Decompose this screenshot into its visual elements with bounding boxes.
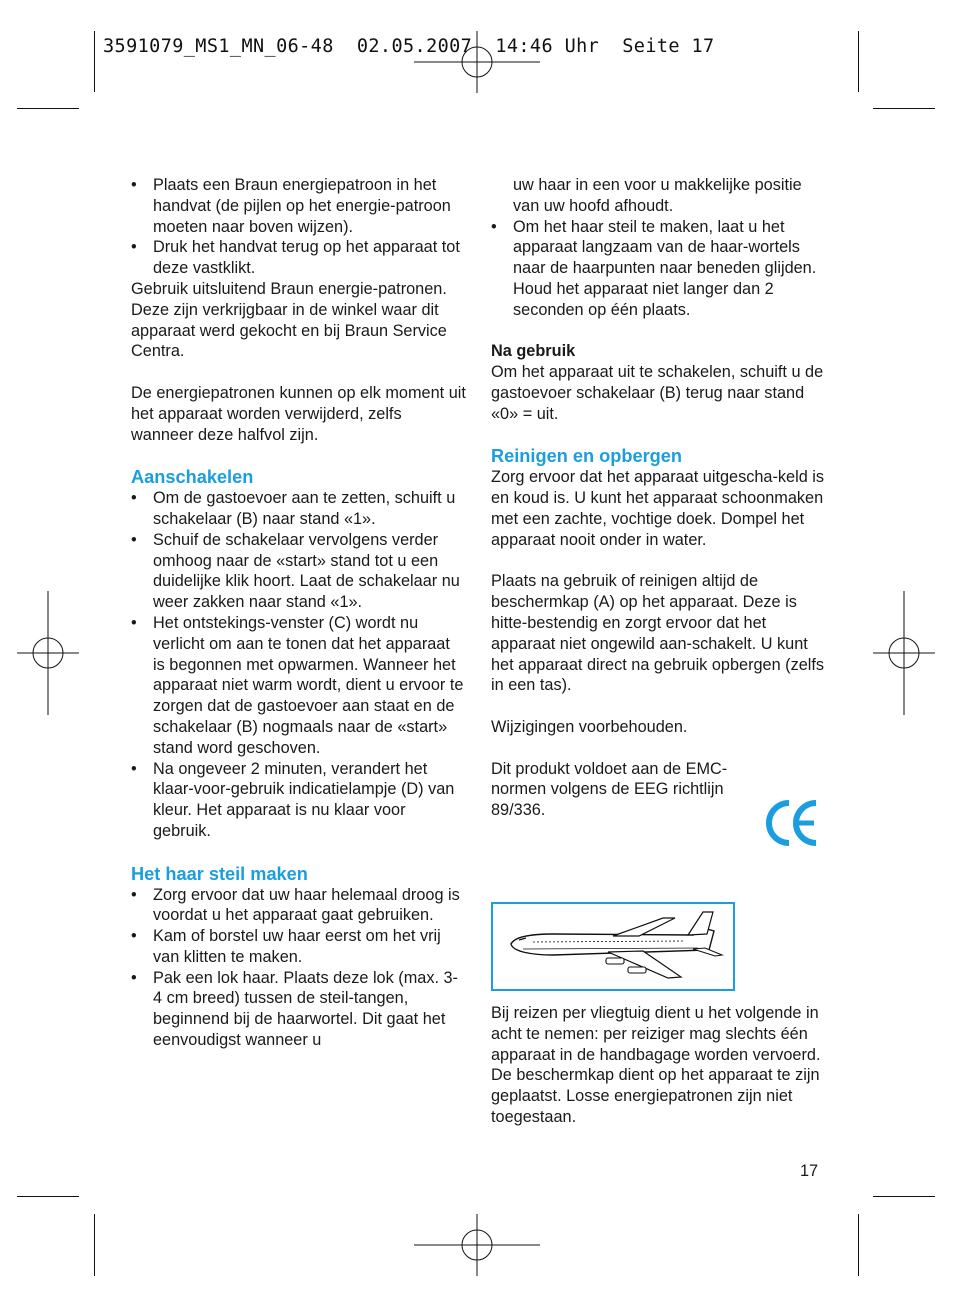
crop-mark <box>858 1214 859 1276</box>
list-item <box>131 968 466 1051</box>
section-heading: Reinigen en opbergen <box>491 446 682 467</box>
emc-statement: Dit produkt voldoet aan de EMC-normen volgens de EEG richtlijn 89/336. <box>491 759 728 820</box>
registration-mark-icon <box>414 31 540 93</box>
print-slug-header <box>103 36 715 57</box>
list-item-continued <box>491 175 825 217</box>
bullet: • <box>131 489 137 508</box>
bullet: • <box>131 968 137 987</box>
section-heading: Aanschakelen <box>131 467 254 488</box>
crop-mark <box>873 1196 935 1197</box>
bullet: • <box>131 927 137 946</box>
slug-page: Seite 17 <box>622 36 715 57</box>
list-item-text: Zorg ervoor dat uw haar helemaal droog is voordat u het apparaat gaat gebruiken. <box>153 885 460 925</box>
registration-mark-icon <box>873 591 935 715</box>
slug-date: 02.05.2007 <box>356 36 473 57</box>
registration-mark-icon <box>17 591 79 715</box>
left-column <box>131 175 466 1051</box>
list-item <box>131 613 466 759</box>
bullet: • <box>131 238 137 257</box>
bullet: • <box>131 885 137 904</box>
crop-mark <box>94 1214 95 1276</box>
list-item-text: Het ontstekings-venster (C) wordt nu verlicht om aan te tonen dat het apparaat is begonnen met opwarmen. Wanneer het apparaat niet warm wordt, dient u ervoor te zorgen dat de gastoevoer aan staat en de schakelaar (B) nogmaals naar de «start» stand word geschoven. <box>153 613 464 757</box>
list-item <box>491 217 825 321</box>
registration-mark-icon <box>414 1214 540 1276</box>
crop-mark <box>94 31 95 92</box>
ce-mark-icon <box>762 797 820 849</box>
right-column <box>491 175 825 821</box>
bullet: • <box>131 176 137 194</box>
list-item <box>131 237 466 279</box>
paragraph: Zorg ervoor dat het apparaat uitgescha-keld is en koud is. U kunt het apparaat schoonmaken met een zachte, vochtige doek. Dompel het apparaat nooit onder in water. <box>491 468 825 549</box>
list-item-text: Plaats een Braun energiepatroon in het handvat (de pijlen op het energie-patroon moeten naar boven wijzen). <box>153 176 451 236</box>
list-item <box>131 488 466 530</box>
bullet: • <box>131 530 137 549</box>
list-item <box>131 926 466 968</box>
slug-time: 14:46 <box>495 36 554 57</box>
subheading: Na gebruik <box>491 342 576 361</box>
list-item-text: Na ongeveer 2 minuten, verandert het klaar-voor-gebruik indicatielampje (D) van kleur. Het apparaat is nu klaar voor gebruik. <box>153 759 455 840</box>
airplane-icon <box>493 904 733 989</box>
crop-mark <box>17 1196 79 1197</box>
paragraph: Gebruik uitsluitend Braun energie-patronen. Deze zijn verkrijgbaar in de winkel waar dit apparaat werd gekocht en bij Braun Service Centra. <box>131 279 447 361</box>
list-item-text: Schuif de schakelaar vervolgens verder omhoog naar de «start» stand tot u een duidelijke klik hoort. Laat de schakelaar nu weer zakken naar stand «1». <box>153 530 460 612</box>
list-item-text: uw haar in een voor u makkelijke positie van uw hoofd afhoudt. <box>513 176 802 215</box>
list-item-text: Om de gastoevoer aan te zetten, schuift u schakelaar (B) naar stand «1». <box>153 489 456 528</box>
crop-mark <box>17 108 79 109</box>
crop-mark <box>873 108 935 109</box>
bullet: • <box>131 613 137 632</box>
list-item-text: Kam of borstel uw haar eerst om het vrij van klitten te maken. <box>153 927 441 966</box>
list-item-text: Om het haar steil te maken, laat u het apparaat langzaam van de haar-wortels naar de haarpunten naar beneden glijden. Houd het apparaat niet langer dan 2 seconden op één plaats. <box>513 217 817 319</box>
list-item <box>131 175 466 237</box>
paragraph: Wijzigingen voorbehouden. <box>491 717 688 736</box>
slug-time-unit: Uhr <box>564 36 600 57</box>
list-item <box>131 885 466 927</box>
list-item <box>131 759 466 842</box>
slug-id: 3591079_MS1_MN_06-48 <box>103 36 334 57</box>
paragraph: Om het apparaat uit te schakelen, schuift u de gastoevoer schakelaar (B) terug naar stand «0» = uit. <box>491 363 824 423</box>
paragraph: De energiepatronen kunnen op elk moment uit het apparaat worden verwijderd, zelfs wanneer deze halfvol zijn. <box>131 383 466 444</box>
page-number: 17 <box>800 1162 819 1180</box>
list-item-text: Druk het handvat terug op het apparaat tot deze vastklikt. <box>153 238 460 278</box>
list-item-text: Pak een lok haar. Plaats deze lok (max. 3-4 cm breed) tussen de steil-tangen, beginnend bij de haarwortel. Dit gaat het eenvoudigst wanneer u <box>153 968 458 1050</box>
travel-notice <box>491 1003 825 1128</box>
list-item <box>131 530 466 613</box>
airplane-illustration-frame <box>491 902 735 991</box>
section-heading: Het haar steil maken <box>131 863 308 884</box>
bullet: • <box>491 217 497 236</box>
paragraph: Bij reizen per vliegtuig dient u het volgende in acht te nemen: per reiziger mag slechts één apparaat in de handbagage worden vervoerd. De beschermkap dient op het apparaat te zijn geplaatst. Losse energiepatronen zijn niet toegestaan. <box>491 1004 821 1126</box>
paragraph: Plaats na gebruik of reinigen altijd de beschermkap (A) op het apparaat. Deze is hitte-bestendig en zorgt ervoor dat het apparaat niet ongewild aan-schakelt. U kunt het apparaat direct na gebruik opbergen (zelfs in een tas). <box>491 572 825 695</box>
crop-mark <box>858 31 859 92</box>
bullet: • <box>131 759 137 778</box>
